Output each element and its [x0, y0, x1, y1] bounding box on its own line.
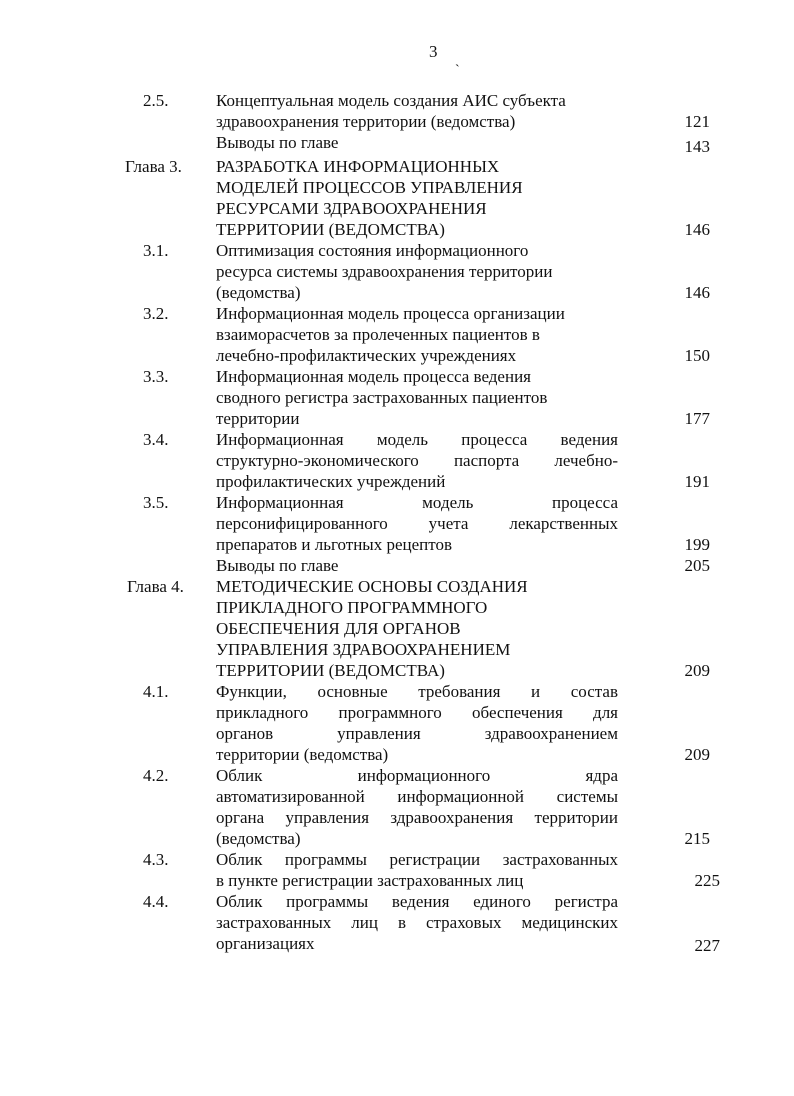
toc-entry-title-line: Оптимизация состояния информационного: [216, 241, 529, 260]
toc-entry-number: 3.3.: [143, 367, 169, 386]
toc-entry-title-line: ТЕРРИТОРИИ (ВЕДОМСТВА): [216, 661, 445, 680]
toc-entry-page-number: 143: [684, 137, 710, 156]
toc-entry-page-number: 121: [684, 112, 710, 131]
toc-entry-title-line: организациях: [216, 934, 315, 953]
toc-entry-title-line: РАЗРАБОТКА ИНФОРМАЦИОННЫХ: [216, 157, 500, 176]
toc-entry-title-line: профилактических учреждений: [216, 472, 446, 491]
toc-entry-title-line: органов управления здравоохранением: [216, 724, 618, 743]
toc-entry-title-line: Информационная модель процесса: [216, 493, 618, 512]
toc-entry-title: [216, 576, 618, 681]
toc-entry-title-line: ТЕРРИТОРИИ (ВЕДОМСТВА): [216, 220, 445, 239]
toc-entry-title-line: Информационная модель процесса ведения: [216, 367, 531, 386]
toc-entry-title: [216, 366, 618, 429]
toc-entry-title: [216, 429, 618, 492]
toc-entry-number: 4.3.: [143, 850, 169, 869]
toc-entry-title-line: Выводы по главе: [216, 556, 339, 575]
toc-entry-title-line: Концептуальная модель создания АИС субъекта: [216, 91, 566, 110]
toc-entry-title-line: взаиморасчетов за пролеченных пациентов в: [216, 325, 540, 344]
toc-entry-page-number: 209: [684, 661, 710, 680]
toc-entry-title-line: РЕСУРСАМИ ЗДРАВООХРАНЕНИЯ: [216, 199, 487, 218]
toc-entry-title: [216, 891, 618, 954]
page-number: 3: [429, 42, 438, 61]
toc-entry-number: 3.4.: [143, 430, 169, 449]
toc-entry-title-line: (ведомства): [216, 829, 301, 848]
toc-entry-page-number: 199: [684, 535, 710, 554]
toc-entry-page-number: 215: [684, 829, 710, 848]
toc-entry-page-number: 177: [684, 409, 710, 428]
toc-entry-title-line: Информационная модель процесса организации: [216, 304, 565, 323]
toc-entry-page-number: 225: [694, 871, 720, 890]
toc-entry-title: [216, 132, 618, 153]
toc-entry-title-line: УПРАВЛЕНИЯ ЗДРАВООХРАНЕНИЕМ: [216, 640, 511, 659]
toc-entry-number: 4.4.: [143, 892, 169, 911]
toc-entry-title-line: Функции, основные требования и состав: [216, 682, 618, 701]
toc-entry-title: [216, 90, 618, 132]
toc-entry-title-line: территории: [216, 409, 300, 428]
toc-entry-page-number: 205: [684, 556, 710, 575]
toc-entry-title-line: персонифицированного учета лекарственных: [216, 514, 618, 533]
toc-entry-title: [216, 555, 618, 576]
toc-entry-title: [216, 765, 618, 849]
toc-entry-title-line: Облик программы регистрации застрахованных: [216, 850, 618, 869]
toc-entry-title-line: (ведомства): [216, 283, 301, 302]
page-mark: `: [455, 63, 460, 78]
toc-entry-title: [216, 492, 618, 555]
toc-entry-page-number: 146: [684, 220, 710, 239]
toc-entry-title-line: лечебно-профилактических учреждениях: [216, 346, 517, 365]
toc-entry-title: [216, 240, 618, 303]
toc-entry-number: Глава 3.: [125, 157, 182, 176]
toc-entry-title-line: застрахованных лиц в страховых медицинских: [216, 913, 618, 932]
toc-entry-title-line: здравоохранения территории (ведомства): [216, 112, 516, 131]
toc-entry-title-line: Информационная модель процесса ведения: [216, 430, 618, 449]
toc-entry-title: [216, 303, 618, 366]
toc-entry-title-line: препаратов и льготных рецептов: [216, 535, 452, 554]
toc-entry-page-number: 150: [684, 346, 710, 365]
toc-entry-number: Глава 4.: [127, 577, 184, 596]
toc-entry-number: 4.1.: [143, 682, 169, 701]
toc-entry-title-line: структурно-экономического паспорта лечебно-: [216, 451, 618, 470]
toc-entry-title-line: органа управления здравоохранения территории: [216, 808, 618, 827]
toc-entry-title: [216, 681, 618, 765]
toc-entry-number: 2.5.: [143, 91, 169, 110]
toc-entry-number: 3.1.: [143, 241, 169, 260]
toc-entry-title-line: Выводы по главе: [216, 133, 339, 152]
toc-entry-title: [216, 849, 618, 891]
toc-entry-title-line: прикладного программного обеспечения для: [216, 703, 618, 722]
toc-entry-page-number: 227: [694, 936, 720, 955]
toc-entry-title-line: в пункте регистрации застрахованных лиц: [216, 871, 524, 890]
toc-entry-number: 3.2.: [143, 304, 169, 323]
toc-entry-title-line: территории (ведомства): [216, 745, 389, 764]
toc-entry-page-number: 146: [684, 283, 710, 302]
toc-entry-page-number: 191: [684, 472, 710, 491]
toc-entry-title-line: Облик программы ведения единого регистра: [216, 892, 618, 911]
toc-entry-title-line: МЕТОДИЧЕСКИЕ ОСНОВЫ СОЗДАНИЯ: [216, 577, 528, 596]
toc-entry-title-line: МОДЕЛЕЙ ПРОЦЕССОВ УПРАВЛЕНИЯ: [216, 178, 523, 197]
toc-entry-number: 3.5.: [143, 493, 169, 512]
toc-entry-title-line: сводного регистра застрахованных пациентов: [216, 388, 548, 407]
toc-entry-page-number: 209: [684, 745, 710, 764]
toc-entry-number: 4.2.: [143, 766, 169, 785]
toc-entry-title-line: ОБЕСПЕЧЕНИЯ ДЛЯ ОРГАНОВ: [216, 619, 461, 638]
toc-entry-title-line: автоматизированной информационной системы: [216, 787, 618, 806]
toc-entry-title: [216, 156, 618, 240]
toc-entry-title-line: ПРИКЛАДНОГО ПРОГРАММНОГО: [216, 598, 488, 617]
toc-entry-title-line: ресурса системы здравоохранения территории: [216, 262, 553, 281]
toc-entry-title-line: Облик информационного ядра: [216, 766, 618, 785]
